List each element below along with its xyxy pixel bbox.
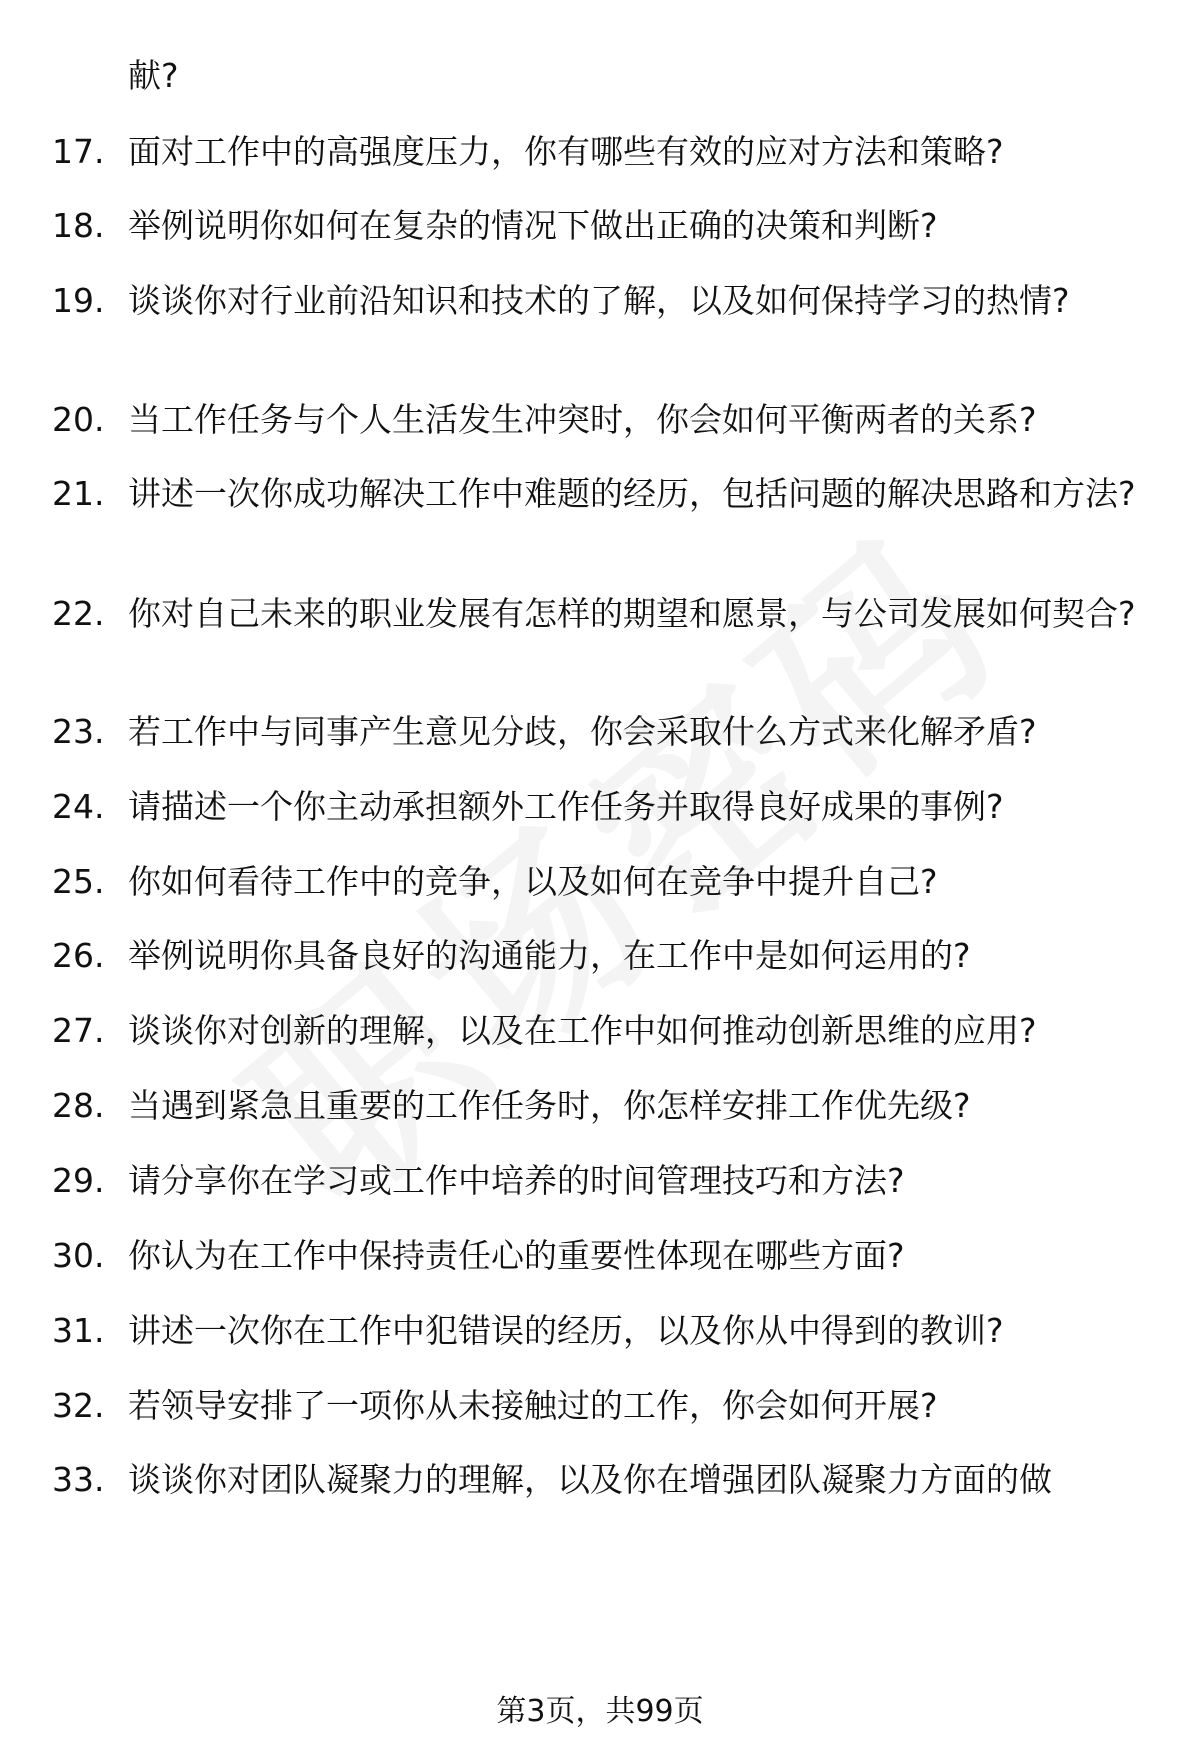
question-text: 你认为在工作中保持责任心的重要性体现在哪些方面? — [128, 1236, 905, 1275]
list-item — [52, 277, 1152, 325]
question-text: 讲述一次你在工作中犯错误的经历，以及你从中得到的教训? — [128, 1311, 1004, 1350]
question-number: 17. — [52, 132, 105, 171]
question-text: 请描述一个你主动承担额外工作任务并取得良好成果的事例? — [128, 787, 1004, 826]
question-number: 31. — [52, 1311, 105, 1350]
list-item — [52, 783, 1152, 831]
question-number: 20. — [52, 400, 105, 439]
question-text: 面对工作中的高强度压力，你有哪些有效的应对方法和策略? — [128, 132, 1004, 171]
list-item — [52, 708, 1152, 756]
question-number: 32. — [52, 1386, 105, 1425]
question-number: 18. — [52, 206, 105, 245]
question-text: 举例说明你如何在复杂的情况下做出正确的决策和判断? — [128, 206, 938, 245]
list-item — [52, 590, 1152, 638]
question-number: 24. — [52, 787, 105, 826]
list-item — [52, 470, 1152, 518]
list-item — [52, 1157, 1152, 1205]
question-number: 28. — [52, 1086, 105, 1125]
question-number: 26. — [52, 936, 105, 975]
question-text: 当工作任务与个人生活发生冲突时，你会如何平衡两者的关系? — [128, 400, 1037, 439]
list-item — [52, 128, 1152, 176]
question-number: 21. — [52, 474, 105, 513]
question-text: 你如何看待工作中的竞争，以及如何在竞争中提升自己? — [128, 862, 938, 901]
question-text: 请分享你在学习或工作中培养的时间管理技巧和方法? — [128, 1161, 905, 1200]
list-item — [52, 858, 1152, 906]
question-text: 若领导安排了一项你从未接触过的工作，你会如何开展? — [128, 1386, 938, 1425]
question-number: 23. — [52, 712, 105, 751]
list-item — [52, 396, 1152, 444]
question-number: 22. — [52, 594, 105, 633]
page-footer: 第3页，共99页 — [496, 1694, 704, 1729]
question-text: 当遇到紧急且重要的工作任务时，你怎样安排工作优先级? — [128, 1086, 971, 1125]
question-number: 33. — [52, 1460, 105, 1499]
question-number: 25. — [52, 862, 105, 901]
list-item — [52, 1232, 1152, 1280]
question-text: 你对自己未来的职业发展有怎样的期望和愿景，与公司发展如何契合? — [128, 594, 1136, 633]
list-item — [52, 1307, 1152, 1355]
list-item — [52, 1007, 1152, 1055]
watermark — [179, 446, 1061, 1254]
list-item — [52, 202, 1152, 250]
question-number: 30. — [52, 1236, 105, 1275]
question-number: 19. — [52, 281, 105, 320]
question-text: 举例说明你具备良好的沟通能力，在工作中是如何运用的? — [128, 936, 971, 975]
question-number: 29. — [52, 1161, 105, 1200]
list-item — [52, 1382, 1152, 1430]
list-item — [52, 932, 1152, 980]
question-text: 谈谈你对行业前沿知识和技术的了解，以及如何保持学习的热情? — [128, 281, 1070, 320]
list-item — [52, 52, 1152, 100]
question-number: 27. — [52, 1011, 105, 1050]
question-text: 献? — [128, 56, 179, 95]
question-text: 谈谈你对创新的理解，以及在工作中如何推动创新思维的应用? — [128, 1011, 1037, 1050]
question-text: 谈谈你对团队凝聚力的理解，以及你在增强团队凝聚力方面的做 — [128, 1460, 1052, 1499]
list-item — [52, 1456, 1152, 1504]
question-text: 若工作中与同事产生意见分歧，你会采取什么方式来化解矛盾? — [128, 712, 1037, 751]
question-text: 讲述一次你成功解决工作中难题的经历，包括问题的解决思路和方法? — [128, 474, 1136, 513]
list-item — [52, 1082, 1152, 1130]
